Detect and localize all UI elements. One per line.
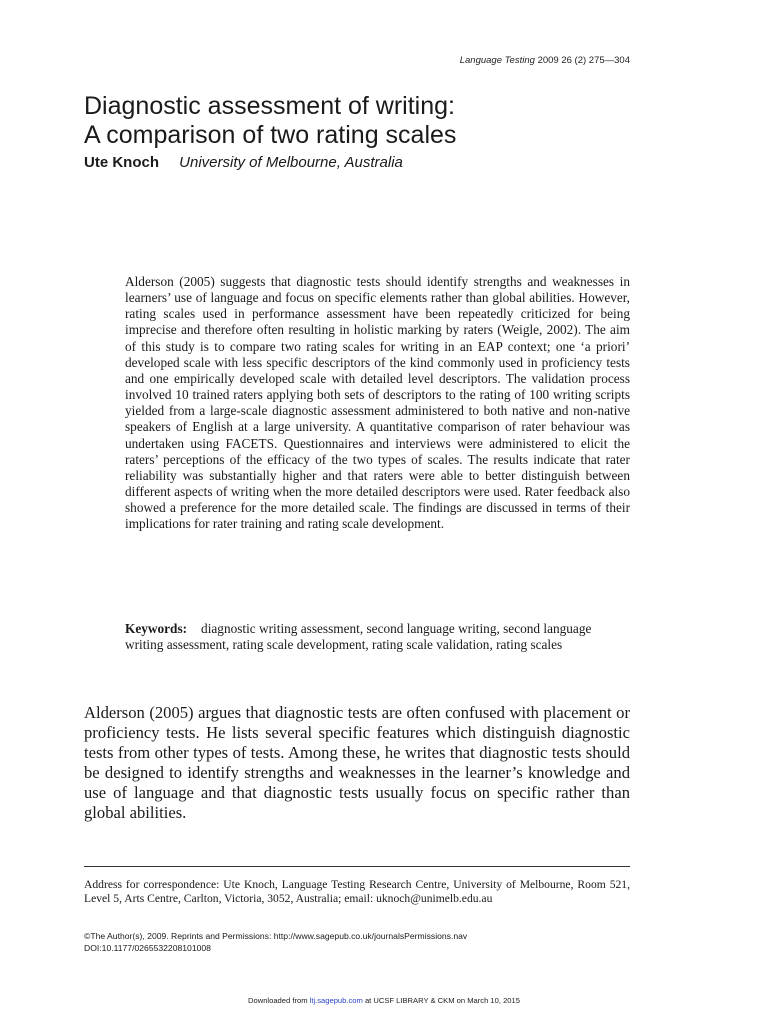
footnote-divider: [84, 866, 630, 867]
correspondence-address: Address for correspondence: Ute Knoch, Language Testing Research Centre, University of Melbourne, Room 521, Level 5, Arts Centre, Carlton, Victoria, 3052, Australia; email: uknoch@unimelb.edu.au: [84, 878, 630, 905]
body-paragraph: Alderson (2005) argues that diagnostic tests are often confused with placement or proficiency tests. He lists several specific features which distinguish diagnostic tests from other types of tests. Among these, he writes that diagnostic tests should be designed to identify strengths and weaknesses in the learner’s knowledge and use of language and that diagnostic tests usually focus on specific rather than global abilities.: [84, 703, 630, 823]
copyright-block: [84, 930, 630, 954]
journal-citation: 2009 26 (2) 275—304: [537, 55, 630, 66]
article-title-line1: Diagnostic assessment of writing:: [84, 92, 455, 120]
copyright-line: ©The Author(s), 2009. Reprints and Permissions: http://www.sagepub.co.uk/journalsPermissions.nav: [84, 931, 468, 941]
doi-line: DOI:10.1177/0265532208101008: [84, 943, 211, 953]
article-title-line2: A comparison of two rating scales: [84, 121, 457, 149]
download-footer: [0, 996, 768, 1005]
running-header: [460, 55, 630, 66]
abstract: Alderson (2005) suggests that diagnostic tests should identify strengths and weaknesses in learners’ use of language and focus on specific elements rather than global abilities. However, rating scales used in performance assessment have been repeatedly criticized for being imprecise and therefore often resulting in holistic marking by raters (Weigle, 2002). The aim of this study is to compare two rating scales for writing in an EAP context; one ‘a priori’ developed scale with less specific descriptors of the kind commonly used in proficiency tests and one empirically developed scale with detailed level descriptors. The validation process involved 10 trained raters applying both sets of descriptors to the rating of 100 writing scripts yielded from a large-scale diagnostic assessment administered to both native and non-native speakers of English at a large university. A quantitative comparison of rater behaviour was undertaken using FACETS. Questionnaires and interviews were administered to elicit the raters’ perceptions of the efficacy of the two types of scales. The results indicate that rater reliability was substantially higher and that raters were able to better distinguish between different aspects of writing when the more detailed descriptors were used. Rater feedback also showed a preference for the more detailed scale. The findings are discussed in terms of their implications for rater training and rating scale development.: [125, 274, 630, 532]
keywords-label: Keywords:: [125, 621, 188, 636]
article-title: [84, 92, 684, 150]
keywords-text: diagnostic writing assessment, second language writing, second language writing assessment, rating scale development, rating scale validation, rating scales: [125, 621, 592, 653]
author-name: Ute Knoch: [84, 154, 159, 171]
footer-prefix: Downloaded from: [248, 996, 310, 1005]
footer-suffix: at UCSF LIBRARY & CKM on March 10, 2015: [362, 996, 520, 1005]
author-line: [84, 154, 403, 171]
footer-site-link[interactable]: ltj.sagepub.com: [309, 996, 363, 1005]
author-affiliation: University of Melbourne, Australia: [179, 154, 403, 171]
journal-name: Language Testing: [459, 55, 535, 66]
keywords: [125, 621, 630, 653]
